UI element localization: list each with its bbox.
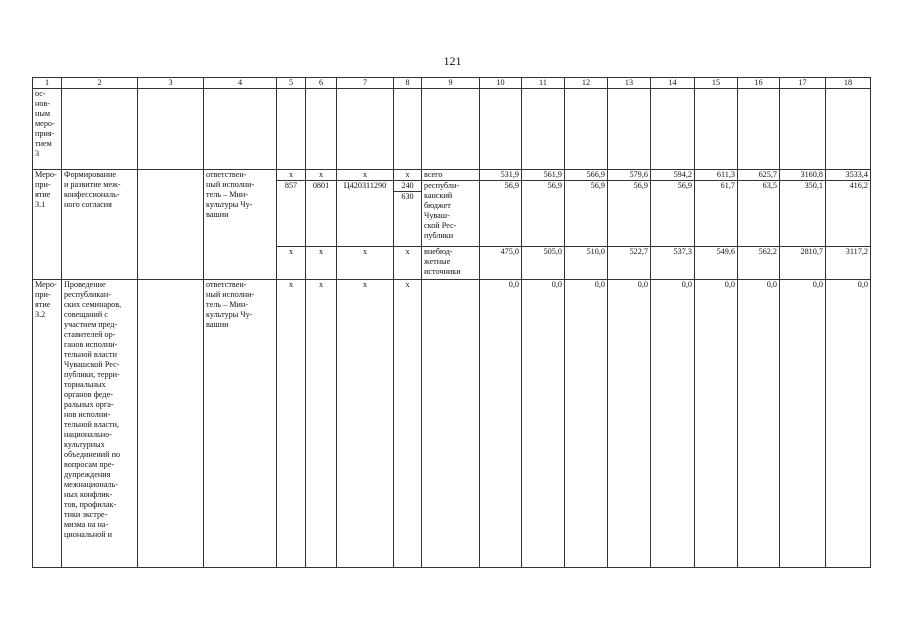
col-number: 4 [204,78,277,89]
measure-3-1-title: Формирование и развитие меж- конфессиональ- ного согласия [62,170,138,280]
continuation-row [33,89,871,170]
budget-code-cell: x [337,170,394,181]
value-cell: 56,9 [565,181,608,247]
value-cell: 531,9 [480,170,522,181]
measure-3-2-id: Меро- при- ятие 3.2 [33,280,62,568]
budget-code-cell: x [277,280,306,568]
col-number: 17 [780,78,826,89]
col-number: 15 [695,78,738,89]
col-number: 1 [33,78,62,89]
budget-code-cell: x [306,170,337,181]
col-number: 10 [480,78,522,89]
measure-3-2-title: Проведение республикан- ских семинаров, совещаний с участием пред- ставителей ор- ганов исполни- тельной власти Чувашской Рес- публики, терри- ториальных органов феде- ральных орга- нов исполни- тельной власти, национально- культурных объединений по вопросам пре- дупреждения межнациональ- ных конфлик- тов, профилак- тики экстре- мизма на на- циональной и [62,280,138,568]
measure-3-2-row [33,280,871,568]
funding-source [422,280,480,568]
funding-source: республи- канский бюджет Чуваш- ской Рес- публики [422,181,480,247]
budget-code-cell: x [337,247,394,280]
col-number: 16 [738,78,780,89]
value-cell: 594,2 [651,170,695,181]
budget-code-cell: x [306,247,337,280]
page-number: 121 [443,54,462,68]
value-cell: 0,0 [780,280,826,568]
budget-code-cell: x [394,280,422,568]
budget-code-cell: Ц420311290 [337,181,394,247]
col-number: 9 [422,78,480,89]
continuation-label: ос- нов- ным меро- прия- тием 3 [33,89,62,170]
col-number: 11 [522,78,565,89]
value-cell: 0,0 [738,280,780,568]
value-cell: 3160,8 [780,170,826,181]
value-cell: 0,0 [608,280,651,568]
measure-3-2-col3 [138,280,204,568]
value-cell: 522,7 [608,247,651,280]
value-cell: 0,0 [695,280,738,568]
value-cell: 3533,4 [826,170,871,181]
budget-table [32,77,871,568]
value-cell: 625,7 [738,170,780,181]
budget-code-cell: 240 [394,181,422,192]
budget-code-cell: x [277,247,306,280]
col-number: 6 [306,78,337,89]
value-cell: 56,9 [480,181,522,247]
col-number: 12 [565,78,608,89]
funding-source: всего [422,170,480,181]
measure-3-1-executor: ответствен- ный исполни- тель – Мин- культуры Чу- вашии [204,170,277,280]
col-number: 8 [394,78,422,89]
budget-code-cell: 630 [394,192,422,247]
measure-3-2-executor: ответствен- ный исполни- тель – Мин- культуры Чу- вашии [204,280,277,568]
budget-code-cell: 0801 [306,181,337,247]
value-cell: 611,3 [695,170,738,181]
value-cell: 3117,2 [826,247,871,280]
col-number: 3 [138,78,204,89]
value-cell: 0,0 [480,280,522,568]
measure-3-1-col3 [138,170,204,280]
value-cell: 416,2 [826,181,871,247]
value-cell: 56,9 [608,181,651,247]
value-cell: 63,5 [738,181,780,247]
value-cell: 549,6 [695,247,738,280]
budget-code-cell: x [277,170,306,181]
col-number: 7 [337,78,394,89]
funding-source: внебюд- жетные источники [422,247,480,280]
value-cell: 56,9 [651,181,695,247]
budget-code-cell: x [394,170,422,181]
value-cell: 561,9 [522,170,565,181]
value-cell: 537,3 [651,247,695,280]
budget-code-cell: 857 [277,181,306,247]
measure-3-1-id: Меро- при- ятие 3.1 [33,170,62,280]
value-cell: 0,0 [651,280,695,568]
col-number: 2 [62,78,138,89]
col-number: 18 [826,78,871,89]
column-number-row [33,78,871,89]
value-cell: 350,1 [780,181,826,247]
col-number: 13 [608,78,651,89]
value-cell: 0,0 [565,280,608,568]
col-number: 5 [277,78,306,89]
measure-3-1-total-row [33,170,871,181]
value-cell: 0,0 [826,280,871,568]
value-cell: 475,0 [480,247,522,280]
budget-code-cell: x [337,280,394,568]
budget-code-cell: x [394,247,422,280]
value-cell: 579,6 [608,170,651,181]
value-cell: 56,9 [522,181,565,247]
value-cell: 566,9 [565,170,608,181]
value-cell: 510,0 [565,247,608,280]
value-cell: 2810,7 [780,247,826,280]
value-cell: 0,0 [522,280,565,568]
col-number: 14 [651,78,695,89]
value-cell: 562,2 [738,247,780,280]
value-cell: 61,7 [695,181,738,247]
budget-code-cell: x [306,280,337,568]
value-cell: 505,0 [522,247,565,280]
